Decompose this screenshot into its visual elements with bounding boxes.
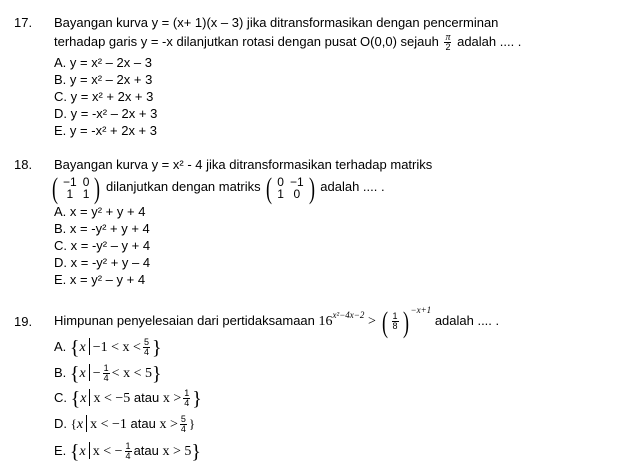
fraction-numerator: π [445,32,451,43]
greater-than: > [367,314,376,329]
matrix-2 [274,176,306,200]
option-a[interactable]: A. x = y² + y + 4 [54,204,146,219]
right-brace: } [192,388,202,410]
right-brace: } [191,441,202,463]
option-b[interactable]: B. {x − $\frac{1}{4}$ < x < 5} [54,363,162,385]
option-d[interactable]: D. y = -x² – 2x + 3 [54,106,158,121]
option-a[interactable]: A. {x −1 < x < $\frac{5}{4}$ } [54,337,162,359]
question-text [54,33,521,52]
question-text: Bayangan kurva y = x² - 4 jika ditransformasikan terhadap matriks [54,157,433,172]
matrix-cell: 1 [277,186,284,201]
right-paren: ) [402,306,409,339]
right-paren: ) [308,172,315,205]
inequality-base: 16 [318,314,333,329]
set-bar [89,442,90,459]
fraction-exponent: −x+1 [410,305,432,315]
question-text: Himpunan penyelesaian dari pertidaksamaan [54,313,315,328]
question-text-part: dilanjutkan dengan matriks [106,179,261,194]
left-brace: { [69,337,80,359]
matrix-cell: 0 [293,186,301,201]
option-d[interactable]: D. {x x < −1 atau x > $\frac{5}{4}$ } [54,414,196,435]
matrix-cell: −1 [289,174,304,189]
question-number: 18. [14,157,33,172]
right-paren: ) [94,172,101,205]
question-text-part: adalah .... . [320,179,385,194]
question-number: 17. [14,15,33,30]
fraction-denominator: 8 [392,321,398,332]
option-d[interactable]: D. x = -y² + y – 4 [54,255,151,270]
question-number: 19. [14,314,33,329]
option-fraction: $\frac{1}{4}$ [184,388,190,409]
option-e[interactable]: E. y = -x² + 2x + 3 [54,123,157,138]
matrix-cell: 1 [82,186,90,201]
option-e[interactable]: E. {x x < − $\frac{1}{4}$ atau x > 5} [54,441,202,463]
option-fraction: $\frac{5}{4}$ [180,414,186,435]
angle-fraction [444,33,451,52]
question-text: Bayangan kurva y = (x+ 1)(x – 3) jika ditransformasikan dengan pencerminan [54,15,499,30]
question-text-part: adalah .... . [457,33,522,49]
option-c[interactable]: C. y = x² + 2x + 3 [54,89,154,104]
matrix-1 [60,176,92,200]
left-paren: ( [381,306,388,339]
set-bar [89,364,90,381]
question-text-part: adalah .... . [434,313,500,328]
matrix-cell: 0 [277,174,284,189]
option-c[interactable]: C. {x x < −5 atau x > $\frac{1}{4}$ } [54,388,202,410]
right-brace: } [188,416,196,431]
option-fraction: $\frac{5}{4}$ [143,337,149,358]
set-bar [86,415,87,432]
left-brace: { [69,363,80,385]
option-a[interactable]: A. y = x² – 2x – 3 [54,55,152,70]
option-e[interactable]: E. x = y² – y + 4 [54,272,146,287]
set-bar [89,338,90,355]
base-fraction [392,312,399,331]
matrix-line [50,172,385,204]
right-brace: } [151,363,162,385]
left-paren: ( [52,172,58,205]
option-b[interactable]: B. x = -y² + y + 4 [54,221,150,236]
option-b[interactable]: B. y = x² – 2x + 3 [54,72,153,87]
left-brace: { [70,416,77,431]
left-brace: { [70,388,81,410]
left-brace: { [69,441,80,463]
fraction-numerator: 1 [392,311,398,322]
right-brace: } [151,337,162,359]
option-c[interactable]: C. x = -y² – y + 4 [54,238,151,253]
matrix-cell: 0 [82,174,90,189]
option-fraction: $\frac{1}{4}$ [125,441,131,462]
matrix-cell: 1 [66,186,74,201]
fraction-denominator: 2 [445,42,451,52]
left-paren: ( [266,172,273,205]
matrix-cell: −1 [63,174,77,189]
option-fraction: $\frac{1}{4}$ [103,363,109,384]
question-text-part: terhadap garis y = -x dilanjutkan rotasi dengan pusat O(0,0) sejauh [54,33,439,49]
question-stem [54,306,499,338]
inequality-exponent: x²−4x−2 [332,310,365,320]
set-bar [89,389,90,406]
